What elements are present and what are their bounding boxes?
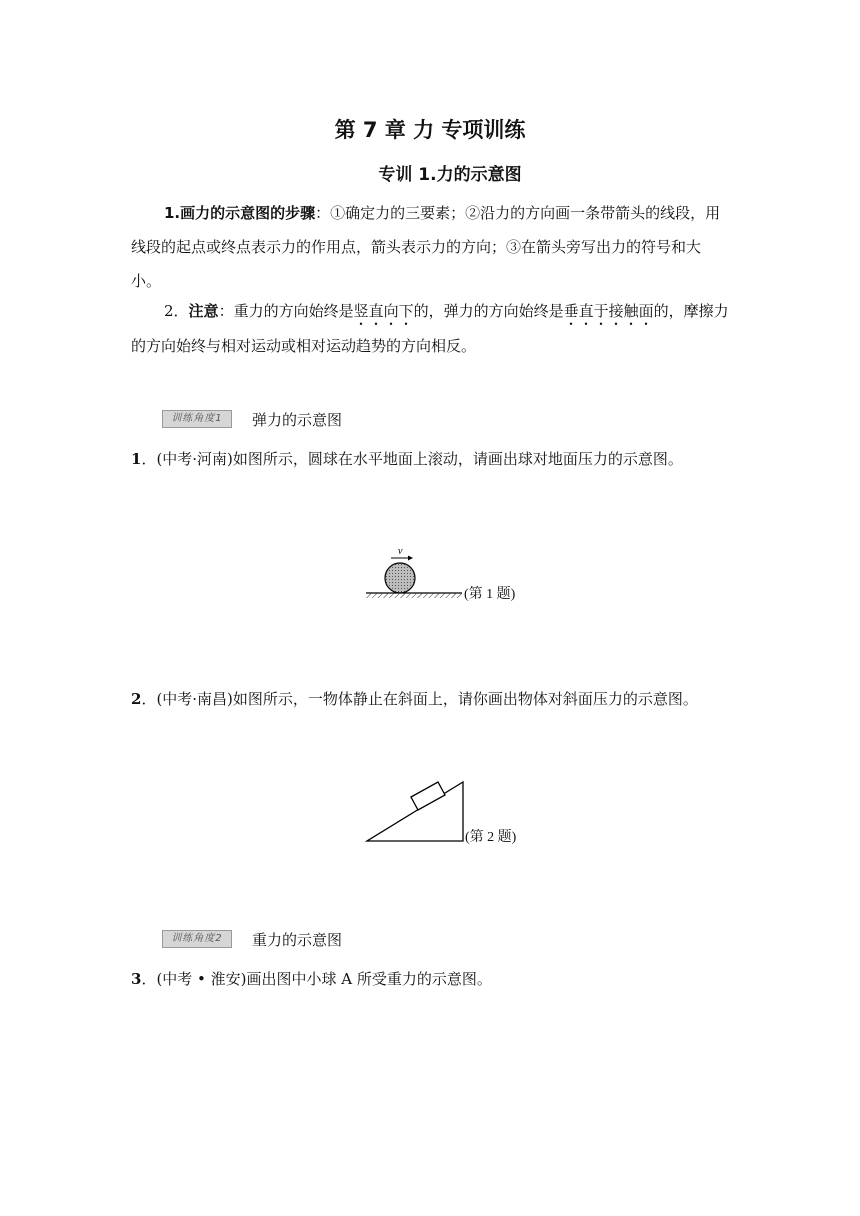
question-1-number: 1: [131, 450, 142, 468]
note-text-b: 的，弹力的方向始终是: [413, 302, 564, 320]
incline-plane: [367, 782, 463, 841]
intro-step-paragraph: [131, 196, 729, 298]
question-3-text: ．(中考 • 淮安)画出图中小球 A 所受重力的示意图。: [141, 970, 492, 988]
question-2-text: ．(中考·南昌)如图所示，一物体静止在斜面上，请你画出物体对斜面压力的示意图。: [141, 690, 698, 708]
ground-hatch: [366, 593, 462, 598]
note-emphasis-elastic: 垂直于接触面: [563, 302, 654, 320]
section-title-1: 弹力的示意图: [252, 410, 343, 429]
velocity-arrow-head: [408, 556, 413, 561]
ball: [385, 563, 415, 593]
section-tag-1: 训练角度1: [162, 410, 232, 428]
section-tag-2: 训练角度2: [162, 930, 232, 948]
section-title-2: 重力的示意图: [252, 930, 343, 949]
question-1: [131, 442, 731, 476]
question-3-number: 3: [131, 970, 142, 988]
section-header-1: [162, 408, 342, 430]
intro-note-paragraph: [131, 294, 729, 363]
intro-step-lead: 1.画力的示意图的步骤: [164, 204, 316, 222]
note-emphasis-gravity: 竖直向下: [353, 302, 414, 320]
note-text-a: ：重力的方向始终是: [218, 302, 354, 320]
section-subtitle: 专训 1.力的示意图: [378, 165, 522, 185]
figure-2-caption: (第 2 题): [465, 830, 517, 845]
intro-step-text: ：①确定力的三要素；②沿力的方向画一条带箭头的线段，用线段的起点或终点表示力的作用点，箭头表示力的方向；③在箭头旁写出力的符号和大小。: [131, 204, 721, 290]
velocity-label: v: [398, 546, 403, 557]
block-on-incline: [411, 782, 445, 810]
note-number: 2．: [164, 302, 189, 320]
figure-1-caption: (第 1 题): [464, 587, 516, 602]
rolling-ball-figure: [362, 540, 472, 604]
note-text-c: 的，摩擦力的方向始终与相对运动或相对运动趋势的方向相反。: [131, 302, 729, 355]
note-lead: 注意: [188, 302, 219, 320]
section-header-2: [162, 928, 342, 950]
question-1-text: ．(中考·河南)如图所示，圆球在水平地面上滚动，请画出球对地面压力的示意图。: [141, 450, 683, 468]
question-2-number: 2: [131, 690, 142, 708]
incline-figure: [362, 774, 468, 846]
question-3: [131, 962, 731, 996]
question-2: [131, 682, 731, 716]
chapter-title: 第 7 章 力 专项训练: [334, 118, 526, 142]
